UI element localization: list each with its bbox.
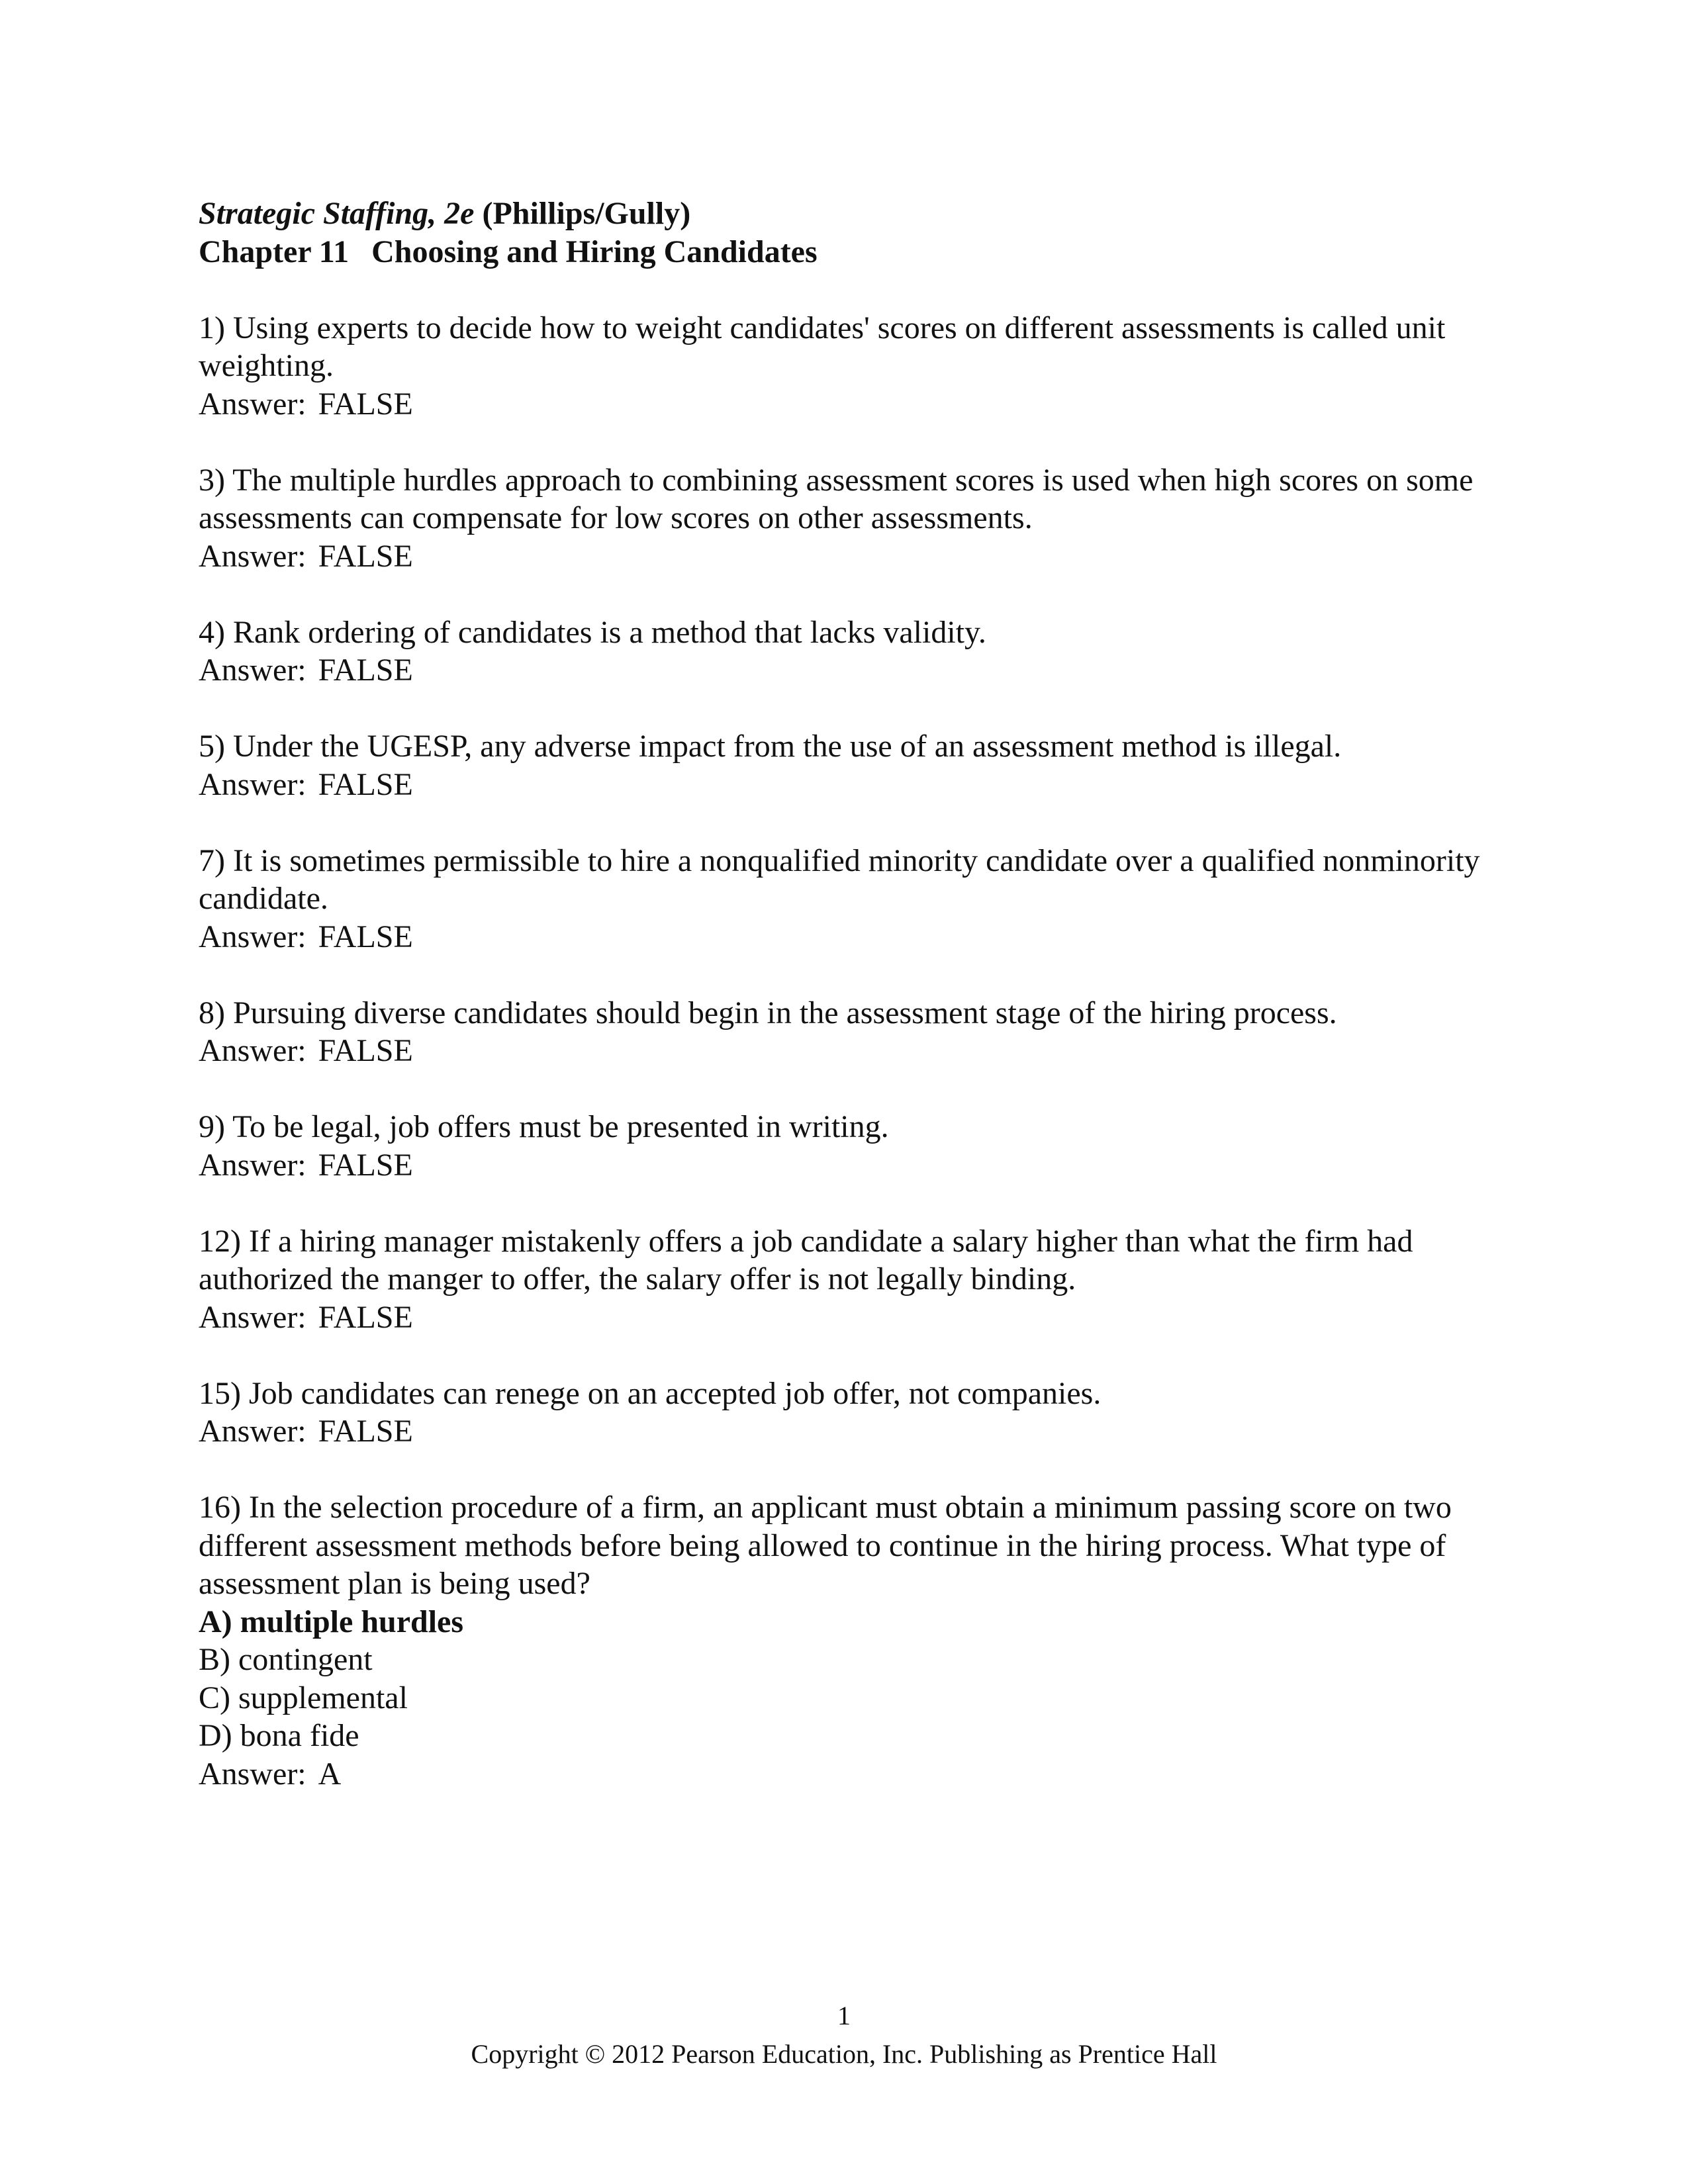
answer-value: FALSE [318,653,413,688]
answer-line [199,1032,1489,1070]
book-authors: (Phillips/Gully) [482,196,691,231]
question-5 [199,727,1489,803]
question-3 [199,461,1489,576]
answer-line [199,918,1489,956]
copyright-notice: Copyright © 2012 Pearson Education, Inc. Publishing as Prentice Hall [471,2039,1217,2069]
question-text: 15) Job candidates can renege on an accepted job offer, not companies. [199,1375,1102,1411]
question-text: 3) The multiple hurdles approach to combining assessment scores is used when high scores on some assessments can compensate for low scores on other assessments. [199,462,1474,535]
answer-label: Answer: [199,386,306,422]
chapter-label: Chapter 11 [199,234,350,269]
question-9 [199,1108,1489,1184]
question-8 [199,994,1489,1070]
answer-value: FALSE [318,1414,413,1449]
answer-label: Answer: [199,653,306,688]
answer-value: FALSE [318,766,413,802]
option-d: D) bona fide [199,1718,359,1753]
chapter-title: Choosing and Hiring Candidates [371,234,818,269]
answer-value: FALSE [318,386,413,422]
answer-line [199,651,1489,690]
question-text: 9) To be legal, job offers must be presented in writing. [199,1109,889,1144]
answer-label: Answer: [199,538,306,574]
answer-label: Answer: [199,1147,306,1183]
answer-label: Answer: [199,919,306,954]
question-7 [199,842,1489,956]
answer-label: Answer: [199,766,306,802]
question-text: 16) In the selection procedure of a firm, an applicant must obtain a minimum passing score on two different assessment methods before being allowed to continue in the hiring process. What type of assessment plan is being used? [199,1490,1452,1601]
question-text: 7) It is sometimes permissible to hire a nonqualified minority candidate over a qualified nonminority candidate. [199,842,1480,916]
question-1 [199,309,1489,424]
option-c: C) supplemental [199,1680,408,1715]
page-number: 1 [837,2001,851,2030]
question-4 [199,614,1489,690]
answer-value: FALSE [318,919,413,954]
answer-line [199,537,1489,576]
answer-line [199,1146,1489,1185]
book-header [199,195,1489,233]
question-12 [199,1222,1489,1337]
answer-label: Answer: [199,1033,306,1068]
question-text: 4) Rank ordering of candidates is a method that lacks validity. [199,614,986,650]
question-text: 1) Using experts to decide how to weight candidates' scores on different assessments is called unit weighting. [199,310,1446,383]
answer-line [199,1298,1489,1337]
answer-line [199,766,1489,804]
chapter-header [199,233,1489,271]
question-16 [199,1488,1489,1793]
answer-label: Answer: [199,1414,306,1449]
option-a-correct: A) multiple hurdles [199,1604,464,1639]
answer-line [199,1412,1489,1451]
option-b: B) contingent [199,1642,373,1677]
answer-value: FALSE [318,1147,413,1183]
answer-value: A [318,1756,342,1792]
answer-line [199,385,1489,424]
answer-label: Answer: [199,1299,306,1335]
answer-value: FALSE [318,1033,413,1068]
question-15 [199,1375,1489,1451]
document-content [199,195,1489,1793]
question-text: 5) Under the UGESP, any adverse impact from the use of an assessment method is illegal. [199,729,1342,764]
answer-line [199,1755,1489,1794]
book-title: Strategic Staffing, 2e [199,196,475,231]
answer-label: Answer: [199,1756,306,1792]
question-text: 8) Pursuing diverse candidates should begin in the assessment stage of the hiring process. [199,995,1337,1030]
answer-value: FALSE [318,538,413,574]
answer-value: FALSE [318,1299,413,1335]
question-text: 12) If a hiring manager mistakenly offers a job candidate a salary higher than what the firm had authorized the manger to offer, the salary offer is not legally binding. [199,1223,1413,1297]
